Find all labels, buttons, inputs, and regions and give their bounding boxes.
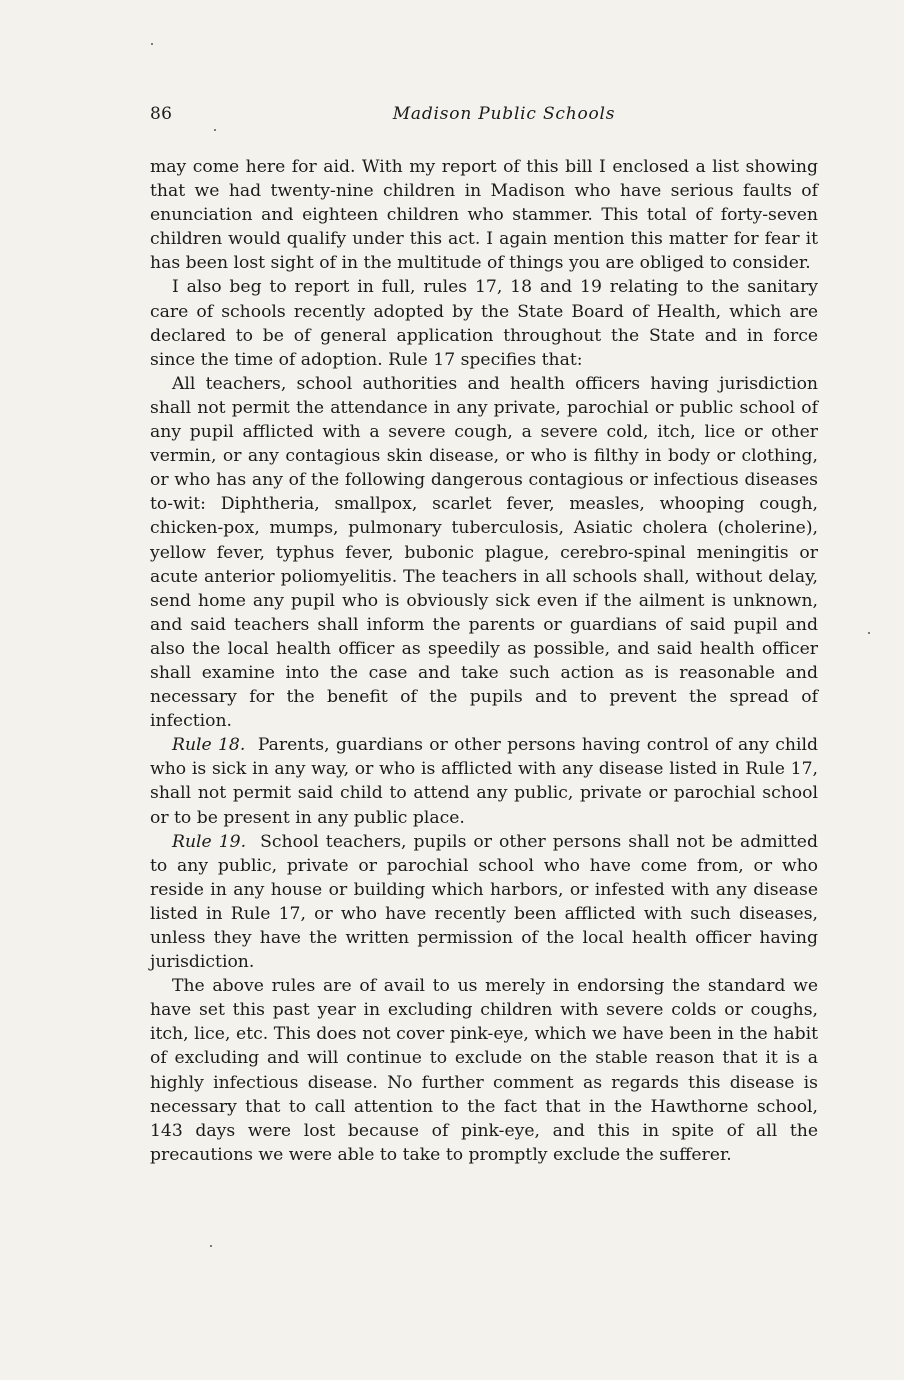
body-text	[150, 155, 818, 1167]
print-speck	[214, 129, 216, 131]
paragraph-speech-defect-report: may come here for aid. With my report of this bill I enclosed a list showing that we had twenty-nine children in Madison who have serious faults of enunciation and eighteen children who stammer. This total of forty-seven children would qualify under this act. I again mention this matter for fear it has been lost sight of in the multitude of things you are obliged to consider.	[150, 157, 818, 274]
print-speck	[151, 43, 153, 45]
paragraph-rule-19	[150, 830, 818, 975]
print-speck	[868, 632, 870, 634]
paragraph-rules-introduction: I also beg to report in full, rules 17, 18 and 19 relating to the sanitary care of schools recently adopted by the State Board of Health, which are declared to be of general application throughout the State and in force since the time of adoption. Rule 17 specifies that:	[150, 277, 818, 370]
running-title: Madison Public Schools	[392, 104, 616, 124]
paragraph-rule-17: All teachers, school authorities and health officers having jurisdiction shall not permit the attendance in any private, parochial or public school of any pupil afflicted with a severe cough, a severe cold, itch, lice or other vermin, or any contagious skin disease, or who is filthy in body or clothing, or who has any of the following dangerous contagious or infectious diseases to-wit: Diphtheria, smallpox, scarlet fever, measles, whooping cough, chicken-pox, mumps, pulmonary tuberculosis, Asiatic cholera (cholerine), yellow fever, typhus fever, bubonic plague, cerebro-spinal meningitis or acute anterior poliomyelitis. The teachers in all schools shall, without delay, send home any pupil who is obviously sick even if the ailment is unknown, and said teachers shall inform the parents or guardians of said pupil and also the local health officer as speedily as possible, and said health officer shall examine into the case and take such action as is reasonable and necessary for the benefit of the pupils and to prevent the spread of infection.	[150, 373, 818, 732]
paragraph-rule-18	[150, 733, 818, 829]
rule-19-label: Rule 19.	[172, 831, 247, 852]
rule-18-text: Parents, guardians or other persons having control of any child who is sick in any way, or who is afflicted with any disease listed in Rule 17, shall not permit said child to attend any public, private or parochial school or to be present in any public place.	[150, 735, 818, 828]
page-number: 86	[150, 104, 173, 124]
page-header	[150, 104, 818, 134]
print-speck	[210, 1245, 212, 1247]
paragraph-pink-eye-comment: The above rules are of avail to us merely in endorsing the standard we have set this past year in excluding children with severe colds or coughs, itch, lice, etc. This does not cover pink-eye, which we have been in the habit of excluding and will continue to exclude on the stable reason that it is a highly infectious disease. No further comment as regards this disease is necessary that to call attention to the fact that in the Hawthorne school, 143 days were lost because of pink-eye, and this in spite of all the precautions we were able to take to promptly exclude the sufferer.	[150, 976, 818, 1165]
rule-18-label: Rule 18.	[172, 735, 246, 756]
rule-19-text: School teachers, pupils or other persons shall not be admitted to any public, private or parochial school who have come from, or who reside in any house or building which harbors, or infested with any disease listed in Rule 17, or who have recently been afflicted with such diseases, unless they have the written permission of the local health officer having jurisdiction.	[150, 831, 818, 973]
